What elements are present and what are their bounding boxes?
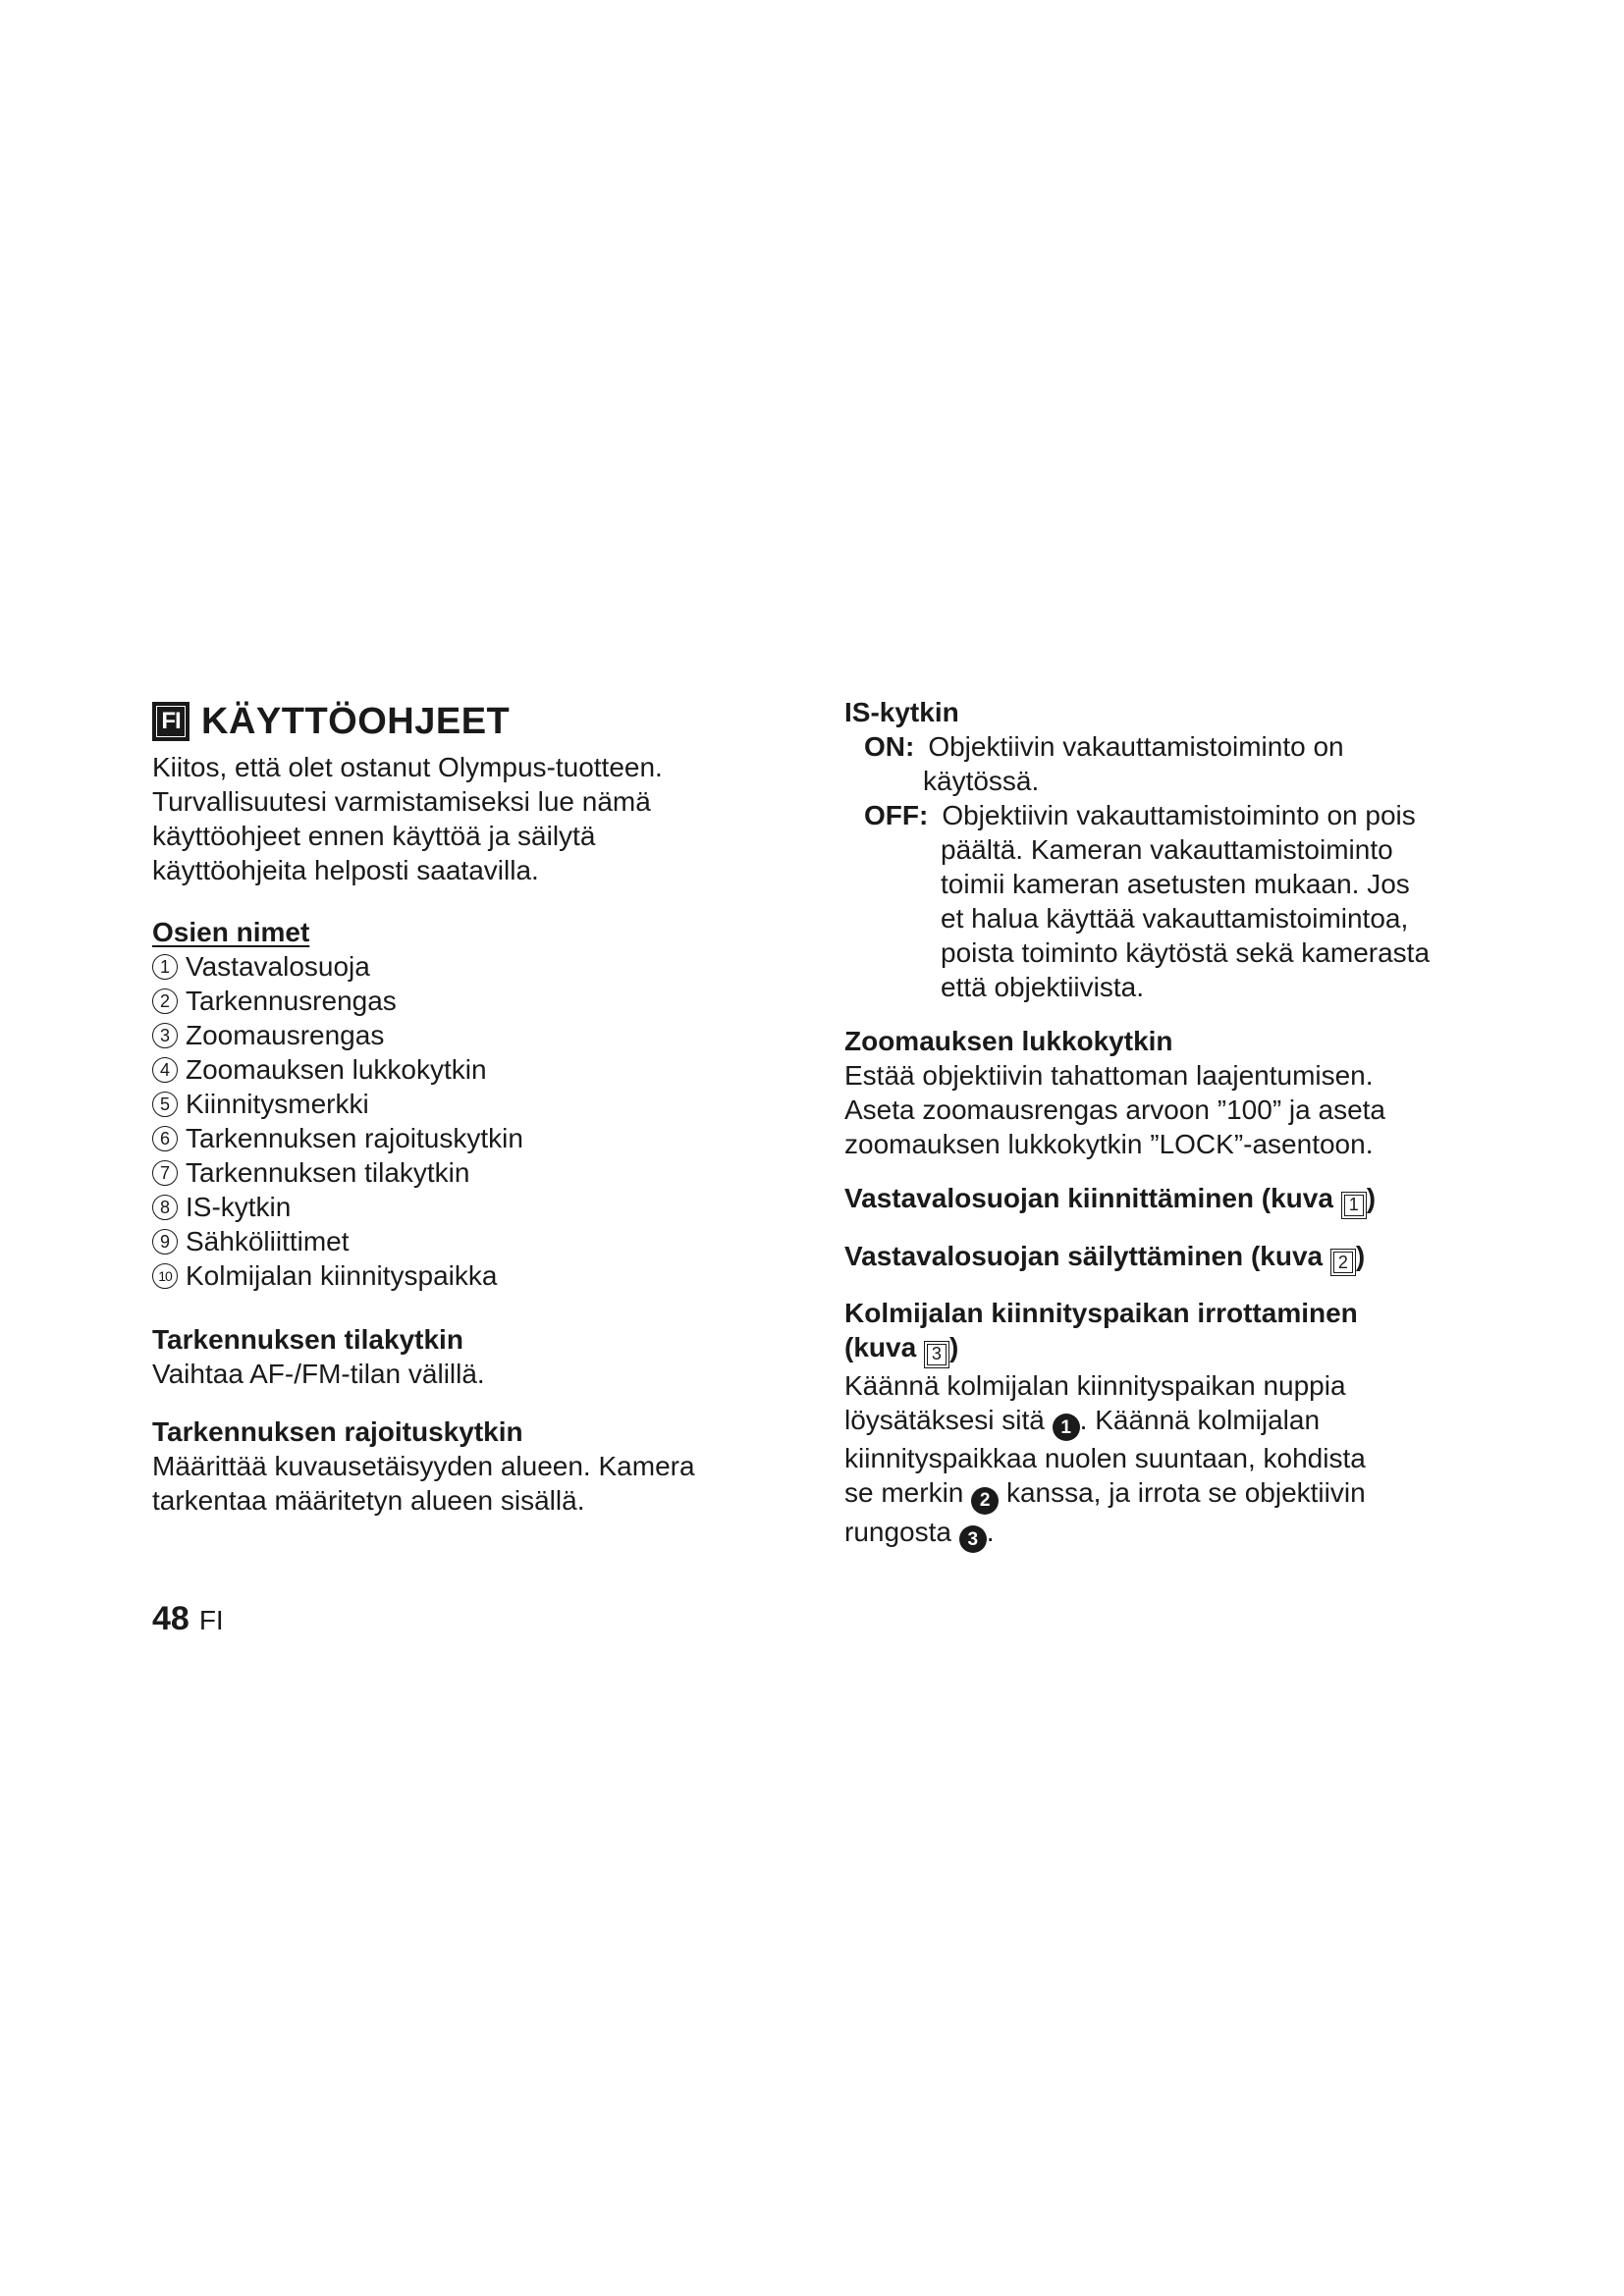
is-off-text: päältä. Kameran vakauttamistoiminto (941, 834, 1393, 865)
list-item (152, 1052, 781, 1087)
intro-paragraph (152, 750, 781, 887)
number-circle: 9 (152, 1229, 178, 1255)
language-badge: FI (152, 702, 189, 741)
zoom-lock-section (844, 1024, 1492, 1161)
part-label: Sähköliittimet (186, 1226, 350, 1256)
is-off-text: että objektiivista. (941, 972, 1144, 1002)
figure-number: 2 (1330, 1249, 1356, 1276)
list-item (152, 1018, 781, 1052)
is-off-text: et halua käyttää vakauttamistoimintoa, (941, 903, 1409, 934)
zoom-lock-text: zoomauksen lukkokytkin ”LOCK”-asentoon. (844, 1129, 1374, 1159)
intro-line: käyttöohjeita helposti saatavilla. (152, 855, 539, 885)
part-label: Kiinnitysmerkki (186, 1089, 369, 1119)
tripod-remove-heading (844, 1330, 1492, 1368)
step-1-badge: 1 (1053, 1414, 1080, 1441)
number-circle: 1 (152, 954, 178, 980)
hood-attach-heading-text: Vastavalosuojan kiinnittäminen (kuva (844, 1183, 1333, 1213)
page-number: 48 (152, 1600, 189, 1637)
step-2-badge: 2 (971, 1487, 999, 1515)
tripod-text: rungosta (844, 1516, 951, 1547)
is-on-row (844, 729, 1492, 764)
focus-mode-heading: Tarkennuksen tilakytkin (152, 1324, 463, 1355)
list-item (152, 1258, 781, 1293)
tripod-text: löysätäksesi sitä (844, 1404, 1045, 1435)
tripod-text: kanssa, ja irrota se objektiivin (1005, 1477, 1366, 1508)
parts-list (152, 949, 781, 1293)
zoom-lock-heading: Zoomauksen lukkokytkin (844, 1026, 1173, 1056)
list-item (152, 1121, 781, 1155)
list-item (152, 1087, 781, 1121)
focus-mode-text: Vaihtaa AF-/FM-tilan välillä. (152, 1359, 485, 1389)
part-label: Tarkennuksen rajoituskytkin (186, 1123, 523, 1153)
tripod-text: . (986, 1516, 995, 1547)
hood-attach-heading (844, 1181, 1492, 1219)
number-circle: 2 (152, 988, 178, 1014)
part-label: Tarkennusrengas (186, 986, 397, 1016)
title-row (152, 697, 781, 746)
focus-limit-text: tarkentaa määritetyn alueen sisällä. (152, 1485, 585, 1516)
list-item (152, 1190, 781, 1224)
intro-line: Kiitos, että olet ostanut Olympus-tuotteen. (152, 752, 663, 782)
zoom-lock-text: Estää objektiivin tahattoman laajentumisen. (844, 1060, 1374, 1091)
heading-close: ) (948, 1332, 959, 1362)
is-off-text: toimii kameran asetusten mukaan. Jos (941, 869, 1410, 899)
right-column (844, 695, 1492, 1553)
part-label: Vastavalosuoja (186, 951, 370, 982)
focus-limit-text: Määrittää kuvausetäisyyden alueen. Kamera (152, 1451, 695, 1481)
step-3-badge: 3 (959, 1525, 987, 1553)
part-label: Kolmijalan kiinnityspaikka (186, 1260, 498, 1291)
is-off-text: Objektiivin vakauttamistoiminto on pois (942, 800, 1416, 830)
hood-store-section (844, 1239, 1492, 1277)
part-label: Zoomauksen lukkokytkin (186, 1054, 487, 1085)
figure-number: 3 (924, 1341, 949, 1368)
tripod-text: . Käännä kolmijalan (1079, 1404, 1321, 1435)
is-off-row (844, 798, 1492, 832)
hood-store-heading (844, 1239, 1492, 1277)
page-title: KÄYTTÖOHJEET (201, 700, 511, 742)
heading-close: ) (1355, 1240, 1366, 1271)
is-off-text: poista toiminto käytöstä sekä kamerasta (941, 937, 1431, 968)
intro-line: käyttöohjeet ennen käyttöä ja säilytä (152, 821, 596, 851)
tripod-remove-section (844, 1296, 1492, 1553)
is-switch-section (844, 695, 1492, 1004)
heading-close: ) (1366, 1183, 1377, 1213)
hood-store-heading-text: Vastavalosuojan säilyttäminen (kuva (844, 1240, 1324, 1271)
parts-heading: Osien nimet (152, 917, 310, 947)
tripod-text-line (844, 1403, 1492, 1442)
tripod-remove-heading: Kolmijalan kiinnityspaikan irrottaminen (844, 1298, 1358, 1328)
list-item (152, 1224, 781, 1258)
number-circle: 4 (152, 1057, 178, 1083)
zoom-lock-text: Aseta zoomausrengas arvoon ”100” ja aseta (844, 1095, 1385, 1125)
intro-line: Turvallisuutesi varmistamiseksi lue nämä (152, 786, 651, 817)
number-circle: 3 (152, 1023, 178, 1048)
hood-attach-section (844, 1181, 1492, 1219)
tripod-text: Käännä kolmijalan kiinnityspaikan nuppia (844, 1369, 1346, 1401)
number-circle: 6 (152, 1126, 178, 1151)
tripod-text-line (844, 1515, 1492, 1554)
number-circle: 7 (152, 1160, 178, 1186)
list-item (152, 949, 781, 984)
is-switch-heading: IS-kytkin (844, 697, 959, 727)
number-circle: 5 (152, 1092, 178, 1117)
number-circle: 8 (152, 1195, 178, 1220)
tripod-heading-text: (kuva (844, 1332, 917, 1362)
figure-number: 1 (1341, 1192, 1367, 1219)
parts-section (152, 915, 781, 1293)
is-on-text: käytössä. (923, 766, 1040, 796)
is-on-text: Objektiivin vakauttamistoiminto on (928, 731, 1344, 762)
page-footer (152, 1600, 224, 1638)
list-item (152, 984, 781, 1018)
part-label: Tarkennuksen tilakytkin (186, 1157, 470, 1188)
focus-limit-section (152, 1415, 781, 1518)
left-column (152, 697, 781, 1518)
tripod-text-line (844, 1475, 1492, 1515)
is-off-key: OFF: (864, 800, 929, 830)
focus-mode-section (152, 1322, 781, 1391)
part-label: IS-kytkin (186, 1192, 292, 1222)
is-on-key: ON: (864, 731, 915, 762)
focus-limit-heading: Tarkennuksen rajoituskytkin (152, 1416, 523, 1447)
part-label: Zoomausrengas (186, 1020, 385, 1050)
number-circle: 10 (152, 1263, 178, 1289)
tripod-text: se merkin (844, 1477, 964, 1508)
tripod-text: kiinnityspaikkaa nuolen suuntaan, kohdista (844, 1443, 1366, 1473)
list-item (152, 1155, 781, 1190)
page-language: FI (198, 1605, 224, 1635)
